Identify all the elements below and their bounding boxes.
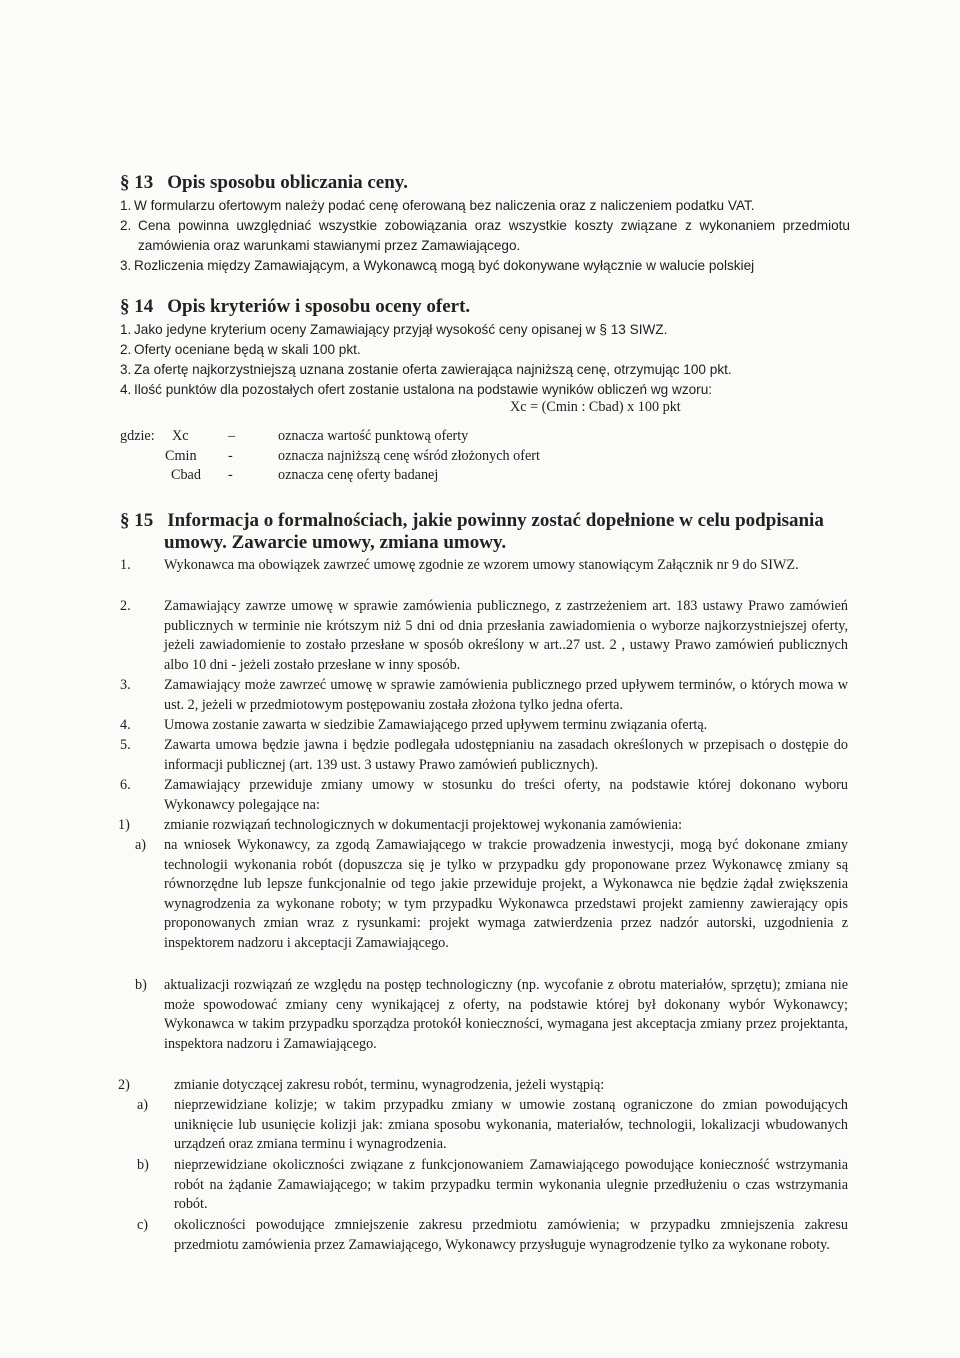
- symbol-cmin: Cmin: [165, 448, 197, 464]
- document-page: § 13 Opis sposobu obliczania ceny. 1. W formularzu ofertowym należy podać cenę oferowaną bez naliczenia oraz z naliczeniem podatku VAT. 2. Cena powinna uwzględniać wszystkie zobowiązania oraz wszystkie koszty związane z wykonaniem przedmiotu zamówienia oraz warunkami stawianymi przez Zamawiającego. 3. Rozliczenia między Zamawiającym, a Wykonawcą mogą być dokonywane wyłącznie w walucie polskiej § 14 Opis kryteriów i sposobu oceny ofert. 1. Jako jedyne kryterium oceny Zamawiający przyjął wysokość ceny opisanej w § 13 SIWZ. 2. Oferty oceniane będą w skali 100 pkt. 3. Za ofertę najkorzystniejszą uznana zostanie oferta zawierająca najniższą cenę, otrzymując 100 pkt. 4. Ilość punktów dla pozostałych ofert zostanie ustalona na podstawie wyników obliczeń wg wzoru: Xc = (Cmin : Cbad) x 100 pkt gdzie: Xc – oznacza wartość punktową oferty Cmin - oznacza najniższą cenę wśród złożonych ofert Cbad - oznacza cenę oferty badanej § 15 Informacja o formalnościach, jakie powinny zostać dopełnione w celu podpisania umowy. Zawarcie umowy, zmiana umowy. 1. Wykonawca ma obowiązek zawrzeć umowę zgodnie ze wzorem umowy stanowiącym Załącznik nr 9 do SIWZ. 2. Zamawiający zawrze umowę w sprawie zamówienia publicznego, z zastrzeżeniem art. 183 ustawy Prawo zamówień publicznych w terminie nie krótszym niż 5 dni od dnia przesłania zawiadomienia o wyborze najkorzystniejszej oferty, jeżeli zawiadomienie to zostało przesłane w sposób określony w art..27 ust. 2 , ustawy Prawo zamówień publicznych albo 10 dni - jeżeli zostało przesłane w inny sposób. 3. Zamawiający może zawrzeć umowę w sprawie zamówienia publicznego przed upływem terminów, o których mowa w ust. 2, jeżeli w przedmiotowym postępowaniu została złożona tylko jedna oferta. 4. Umowa zostanie zawarta w siedzibie Zamawiającego przed upływem terminu związania ofertą. 5. Zawarta umowa będzie jawna i będzie podlegała udostępnianiu na zasadach określonych w przepisach o dostępie do informacji publicznej (art. 139 ust. 3 ustawy Prawo zamówień publicznych). 6. Zamawiający przewiduje zmiany umowy w stosunku do treści oferty, na podstawie której dokonano wyboru Wykonawcy polegające na: 1) zmianie rozwiązań technologicznych w dokumentacji projektowej wykonania zamówienia: a) na wniosek Wykonawcy, za zgodą Zamawiającego w trakcie prowadzenia inwestycji, mogą być dokonane zmiany technologii wykonania robót (dopuszcza się je tylko w przypadku gdy proponowane przez Wykonawcę zmiany są równorzędne lub lepsze funkcjonalnie od tego jakie przewiduje projekt, a Wykonawca nie będzie żądał zwiększenia wynagrodzenia za wykonane roboty; w tym przypadku Wykonawca przedstawi projekt zamienny zawierający opis proponowanych zmian wraz z rysunkami: projekt wymaga zatwierdzenia przez nadzór autorski, uzgodnienia z inspektorem nadzoru i akceptacji Zamawiającego. b) aktualizacji rozwiązań ze względu na postęp technologiczny (np. wycofanie z obrotu materiałów, sprzętu); zmiana nie może spowodować zmiany ceny wynikającej z oferty, na podstawie której był dokonany wybór Wykonawcy; Wykonawca w takim przypadku sporządza protokół konieczności, wymagana jest akceptacja zmiany przez projektanta, inspektora nadzoru i Zamawiającego. 2) zmianie dotyczącej zakresu robót, terminu, wynagrodzenia, jeżeli wystąpią: a) nieprzewidziane kolizje; w takim przypadku zmiany w umowie zostaną ograniczone do zmian powodujących uniknięcie lub usunięcie kolizji jak: zmiana sposobu wykonania, materiałów, technologii, lokalizacji wbudowanych urządzeń oraz zmiana terminu i wynagrodzenia. b) nieprzewidziane okoliczności związane z funkcjonowaniem Zamawiającego powodujące konieczność wstrzymania robót na żądanie Zamawiającego; w takim przypadku termin wykonania ulegnie przedłużeniu o czas wstrzymania robót. c) okoliczności powodujące zmniejszenie zakresu przedmiotu zamówienia; w przypadku zmniejszenia zakresu przedmiotu zamówienia przez Zamawiającego, Wykonawcy przysługuje wynagrodzenie tylko za wykonane roboty.: [0, 0, 960, 1358]
- where-label: gdzie:: [120, 428, 155, 444]
- symbol-xc: Xc: [172, 428, 189, 444]
- symbol-cmin-dash: -: [228, 448, 233, 464]
- section-14-number: § 14: [120, 296, 154, 317]
- section-13-number: § 13: [120, 172, 154, 193]
- score-formula: Xc = (Cmin : Cbad) x 100 pkt: [510, 399, 681, 415]
- symbol-cbad-dash: -: [228, 467, 233, 483]
- symbol-cmin-desc: oznacza najniższą cenę wśród złożonych ofert: [278, 448, 540, 464]
- section-14-heading: [120, 296, 470, 317]
- section-14-title: Opis kryteriów i sposobu oceny ofert.: [167, 296, 471, 317]
- symbol-cbad-desc: oznacza cenę oferty badanej: [278, 467, 439, 483]
- symbol-cbad: Cbad: [171, 467, 201, 483]
- section-15-heading: [120, 510, 860, 531]
- section-13-heading: [120, 172, 408, 193]
- section-13-title: Opis sposobu obliczania ceny.: [167, 172, 408, 193]
- section-15-number: § 15: [120, 510, 154, 531]
- symbol-xc-desc: oznacza wartość punktową oferty: [278, 428, 469, 444]
- section-15-title-line2: umowy. Zawarcie umowy, zmiana umowy.: [164, 532, 507, 553]
- section-15-title-line1: Informacja o formalnościach, jakie powinny zostać dopełnione w celu podpisania: [167, 510, 824, 531]
- symbol-xc-dash: –: [228, 428, 236, 444]
